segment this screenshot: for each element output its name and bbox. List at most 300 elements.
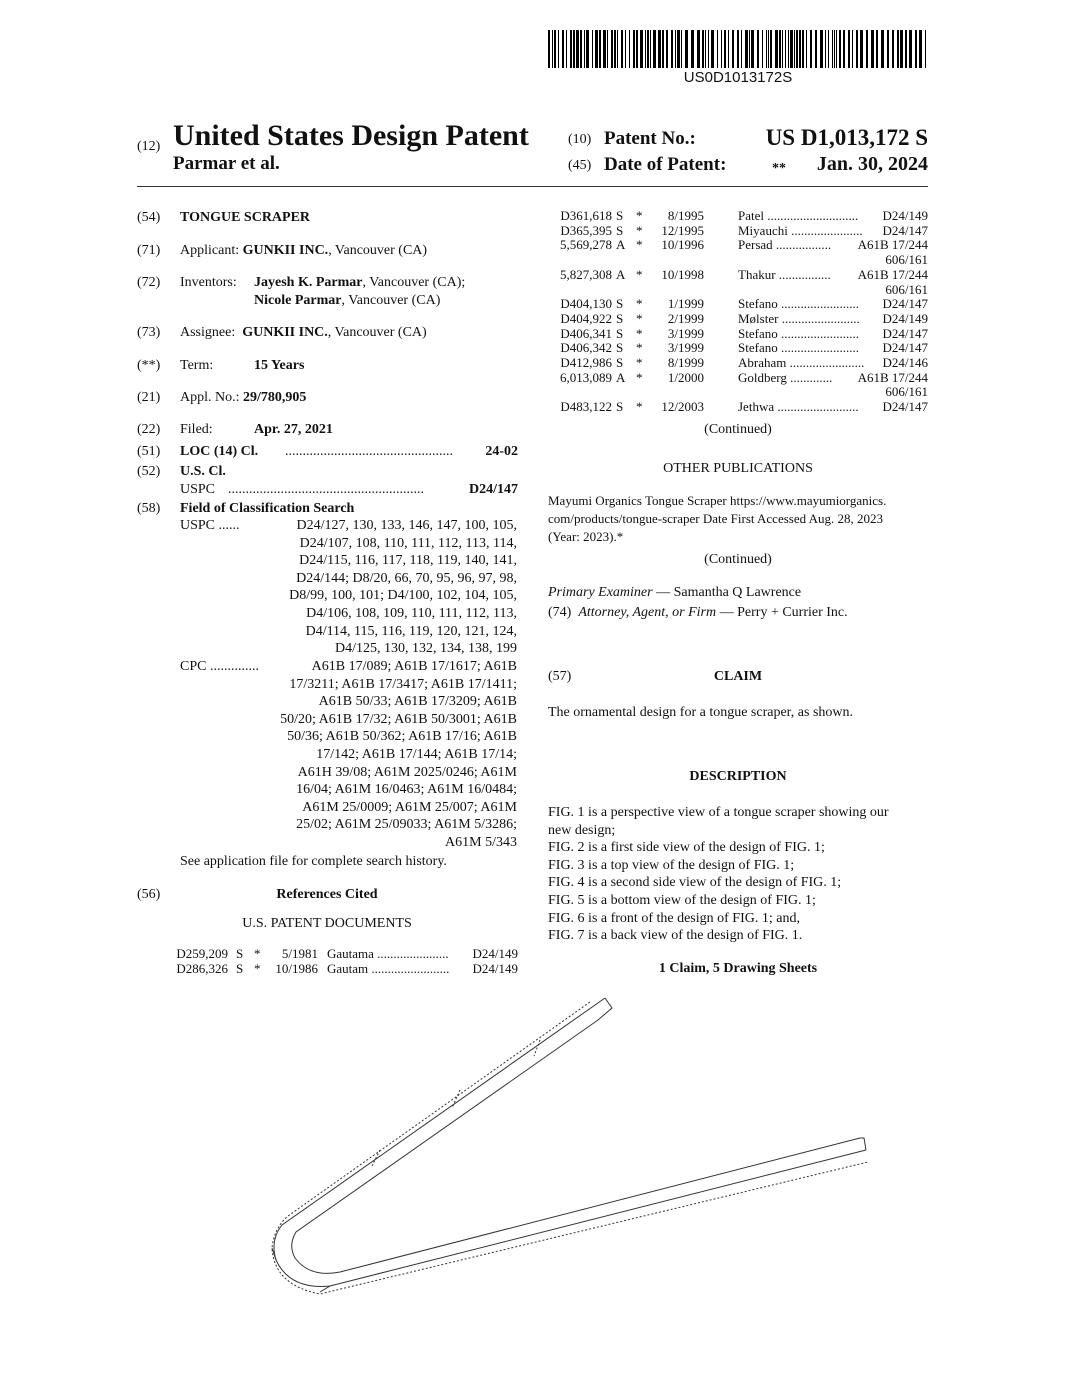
ref-n: Goldberg ............. [738,369,833,385]
barcode-bar [852,30,853,68]
barcode-bar [839,30,841,68]
ref-d: 2/1999 [667,310,704,326]
barcode-bar [636,30,638,68]
ref-n: Stefano ........................ [738,296,859,312]
ref-n: Gautama ...................... [327,946,449,961]
barcode-bar [603,30,606,68]
code-52: (52) [137,464,161,479]
ref-s: * [636,237,643,253]
barcode-bar [905,30,907,68]
ref-d: 10/1998 [661,266,704,282]
barcode-bar [675,30,676,68]
ref-k: S [616,325,624,341]
barcode-bar [586,30,589,68]
ref-s: * [636,266,643,282]
ref-no: D483,122 [560,399,612,415]
barcode-bar [614,30,616,68]
ref-s: * [636,325,643,341]
ref-c: A61B 17/244 [857,369,928,385]
us-cl-label: U.S. Cl. [180,464,226,479]
code-45: (45) [568,158,592,173]
cpc-line: 17/3211; A61B 17/3417; A61B 17/1411; [289,676,517,692]
ref-n: Patel ............................ [738,208,859,223]
applicant-label: Applicant: [180,243,240,258]
code-10: (10) [568,132,592,147]
description-line: FIG. 2 is a first side view of the design of FIG. 1; [548,840,825,856]
barcode-bar [737,30,739,68]
ref-no: D286,326 [176,961,228,976]
ref-d: 12/2003 [661,399,704,415]
reference-row [170,947,518,961]
ref-s: * [636,222,643,238]
ref-class-2: 606/161 [885,384,928,400]
barcode-bar [552,30,553,68]
barcode-bar [611,30,613,68]
reference-row-continued [548,253,928,267]
reference-row [548,268,928,282]
uspc-line: D8/99, 100, 101; D4/100, 102, 104, 105, [289,588,517,604]
ref-k: S [616,296,624,312]
ref-d: 3/1999 [667,340,704,356]
code-54: (54) [137,210,161,225]
barcode-bar [685,30,688,68]
ref-k: S [616,310,624,326]
barcode-bar [766,30,767,68]
barcode-bar [900,30,903,68]
ref-k: S [616,399,624,415]
barcode-bar [732,30,734,68]
ref-no: D404,922 [560,310,612,326]
barcode-bar [681,30,682,68]
reference-row [548,312,928,326]
barcode-bar [775,30,778,68]
barcode-bar [607,30,608,68]
barcode-bar [658,30,661,68]
barcode-bar [705,30,706,68]
primary-examiner [548,584,801,601]
description-line: new design; [548,822,616,838]
cpc-line: A61B 50/33; A61B 17/3209; A61B [318,694,517,710]
barcode-bar [836,30,837,68]
barcode-bar [633,30,635,68]
date-label: Date of Patent: [604,154,727,175]
barcode-bar [647,30,649,68]
uspc-line: D4/114, 115, 116, 119, 120, 121, 124, [305,623,517,639]
barcode-bar [799,30,801,68]
description-line: FIG. 4 is a second side view of the design of FIG. 1; [548,875,842,891]
uspc-line: D24/115, 116, 117, 118, 119, 140, 141, [299,553,517,569]
ref-no: 5,827,308 [560,266,612,282]
cpc-line: 17/142; A61B 17/144; A61B 17/14; [316,747,517,762]
barcode-bar [925,30,926,68]
reference-row [548,209,928,223]
ref-d: 8/1995 [667,208,704,223]
barcode-bar [691,30,694,68]
barcode-bar [599,30,601,68]
cpc-line: 25/02; A61M 25/09033; A61M 5/3286; [296,817,517,833]
inventors-label: Inventors: [180,275,237,290]
ref-s: * [254,946,261,961]
barcode-bar [662,30,664,68]
inventor-1-location: , Vancouver (CA); [362,275,466,290]
reference-row [548,224,928,238]
barcode-bar [702,30,704,68]
examiner-name: — Samantha Q Lawrence [652,585,802,600]
ref-k: A [616,237,626,253]
other-publications-title: OTHER PUBLICATIONS [663,461,813,476]
cpc-line: 50/20; A61B 17/32; A61B 50/3001; A61B [280,711,517,727]
search-uspc-label: USPC ...... [180,518,240,533]
ref-k: S [616,340,624,356]
uspc-line: D4/106, 108, 109, 110, 111, 112, 113, [306,606,517,621]
ref-k: A [616,369,626,385]
patent-date: Jan. 30, 2024 [816,153,928,175]
barcode-bar [580,30,582,68]
ref-no: D412,986 [560,355,612,370]
term-value: 15 Years [254,358,305,373]
uspc-dots: ........................................................ [228,482,424,497]
barcode-bar [871,30,874,68]
code-22: (22) [137,422,161,437]
code-72: (72) [137,275,161,290]
barcode-bar [834,30,835,68]
barcode-bar [848,30,850,68]
ref-n: Miyauchi ...................... [738,222,863,238]
cpc-line: A61H 39/08; A61M 2025/0246; A61M [297,764,517,780]
publication-line: (Year: 2023).* [548,529,624,544]
applicant-location: , Vancouver (CA) [328,243,428,258]
inventor-2-location: , Vancouver (CA) [341,293,441,308]
reference-row [548,371,928,385]
tongue-scraper-drawing [260,990,880,1330]
claim-title: CLAIM [713,669,763,684]
ref-k: A [616,266,626,282]
loc-label: LOC (14) Cl. [180,444,259,459]
barcode-bar [919,30,922,68]
ref-k: S [616,355,624,370]
ref-d: 8/1999 [667,355,704,370]
field-search-label: Field of Classification Search [180,501,355,516]
barcode-bar [806,30,807,68]
ref-c: D24/149 [472,961,518,976]
header-divider [137,186,928,187]
assignee-field [180,324,427,341]
inventor-1-name: Jayesh K. Parmar [254,275,363,290]
barcode-bar [548,30,550,68]
loc-dots: ................................................ [285,444,453,459]
references-continued: (Continued) [704,422,772,437]
ref-c: D24/147 [882,222,928,238]
barcode-bar [757,30,759,68]
examiner-label: Primary Examiner [548,585,653,600]
code-57: (57) [548,669,572,684]
barcode-bar [887,30,889,68]
barcode-bar [566,30,567,68]
barcode-bar [697,30,700,68]
ref-class-2: 606/161 [885,281,928,297]
cpc-line: A61B 17/089; A61B 17/1617; A61B [311,659,517,674]
barcode-bar [749,30,750,68]
title-field: TONGUE SCRAPER [180,210,311,225]
description-line: FIG. 6 is a front of the design of FIG. 1; and, [548,910,800,926]
references-cited-title: References Cited [276,887,378,902]
ref-n: Jethwa ......................... [738,399,859,415]
ref-k: S [616,208,624,223]
filed-value: Apr. 27, 2021 [254,422,333,437]
ref-c: D24/149 [882,208,928,223]
barcode-bar [576,30,579,68]
barcode-bar [825,30,826,68]
ref-no: D406,342 [560,340,612,356]
search-note: See application file for complete search history. [180,854,447,869]
barcode-bar [592,30,593,68]
loc-value: 24-02 [485,444,518,459]
ref-c: D24/147 [882,340,928,356]
ref-s: * [636,296,643,312]
inventor-short: Parmar et al. [173,153,280,174]
ref-d: 10/1986 [275,961,318,976]
cpc-line: A61M 5/343 [445,835,517,850]
inventor-2-name: Nicole Parmar [254,293,342,308]
ref-d: 1/1999 [667,296,704,312]
term-mark: ** [772,161,786,176]
ref-n: Gautam ........................ [327,961,450,976]
barcode-bar [796,30,798,68]
ref-n: Abraham ....................... [738,355,865,370]
ref-d: 5/1981 [281,946,318,961]
ref-n: Mølster ........................ [738,310,860,326]
description-line: FIG. 5 is a bottom view of the design of FIG. 1; [548,893,816,908]
term-label: Term: [180,358,214,373]
reference-row [548,297,928,311]
description-line: FIG. 1 is a perspective view of a tongue scraper showing our [548,805,889,820]
ref-d: 10/1996 [661,237,704,253]
ref-k: S [236,946,244,961]
reference-row [548,341,928,355]
barcode-bar [770,30,772,68]
attorney-name: — Perry + Currier Inc. [716,605,848,620]
barcode-bar [909,30,912,68]
code-term: (**) [137,358,161,373]
document-title: United States Design Patent [173,119,529,152]
filed-label: Filed: [180,422,213,437]
barcode-bar [595,30,598,68]
barcode-bar [640,30,643,68]
reference-row [548,400,928,414]
uspc-value: D24/147 [469,482,518,497]
barcode-bar [779,30,781,68]
barcode-bar [708,30,709,68]
barcode-bar [645,30,646,68]
barcode [548,30,930,68]
ref-class-2: 606/161 [885,252,928,268]
barcode-bar [728,30,729,68]
barcode-bar [584,30,585,68]
ref-d: 12/1995 [661,222,704,238]
applicant-field [180,242,427,259]
publications-continued: (Continued) [704,552,772,567]
description-line: FIG. 7 is a back view of the design of FIG. 1. [548,928,803,944]
uspc-line: D24/144; D8/20, 66, 70, 95, 96, 97, 98, [296,570,517,586]
ref-c: A61B 17/244 [857,237,928,253]
appl-no-value: 29/780,905 [243,390,307,405]
barcode-bar [721,30,722,68]
inventor-1 [254,274,465,291]
ref-s: * [636,340,643,356]
barcode-bar [762,30,763,68]
code-21: (21) [137,390,161,405]
reference-row [170,962,518,976]
code-12: (12) [137,139,161,154]
ref-no: D259,209 [176,946,228,961]
cpc-line: A61M 25/0009; A61M 25/007; A61M [302,799,517,815]
barcode-bar [621,30,623,68]
ref-k: S [236,961,244,976]
ref-no: 5,569,278 [560,237,612,253]
uspc-label: USPC [180,482,216,497]
barcode-bar [782,30,783,68]
publication-line: Mayumi Organics Tongue Scraper https://www.mayumiorganics. [548,493,887,508]
code-71: (71) [137,243,161,258]
barcode-bar [892,30,894,68]
appl-no-label: Appl. No.: [180,390,240,405]
assignee-name: GUNKII INC. [242,325,328,340]
ref-no: D404,130 [560,296,612,312]
barcode-bar [860,30,863,68]
barcode-bar [711,30,714,68]
barcode-bar [866,30,868,68]
barcode-bar [570,30,572,68]
assignee-label: Assignee: [180,325,236,340]
ref-c: D24/147 [882,399,928,415]
barcode-bar [650,30,651,68]
barcode-bar [741,30,742,68]
ref-s: * [636,399,643,415]
barcode-bar [558,30,559,68]
search-cpc-label: CPC .............. [180,659,259,674]
ref-no: 6,013,089 [560,369,612,385]
reference-row-continued [548,385,928,399]
code-51: (51) [137,444,161,459]
uspc-line: D24/107, 108, 110, 111, 112, 113, 114, [299,535,517,551]
ref-k: S [616,222,624,238]
publication-line: com/products/tongue-scraper Date First Accessed Aug. 28, 2023 [548,511,884,526]
reference-row [548,238,928,252]
attorney-label: Attorney, Agent, or Firm [578,605,717,620]
ref-s: * [636,208,643,223]
barcode-bar [573,30,575,68]
barcode-bar [794,30,795,68]
ref-n: Stefano ........................ [738,340,859,356]
reference-row [548,327,928,341]
appl-no-field [180,389,306,406]
patent-no-label: Patent No.: [604,128,696,149]
barcode-bar [653,30,656,68]
claims-sheets: 1 Claim, 5 Drawing Sheets [658,961,818,976]
description-title: DESCRIPTION [689,769,787,784]
barcode-bar [666,30,668,68]
code-74: (74) [548,605,572,620]
ref-d: 3/1999 [667,325,704,341]
barcode-bar [677,30,680,68]
ref-d: 1/2000 [667,369,704,385]
ref-c: D24/147 [882,325,928,341]
ref-s: * [636,355,643,370]
ref-no: D406,341 [560,325,612,341]
barcode-bar [790,30,793,68]
barcode-bar [629,30,630,68]
description-line: FIG. 3 is a top view of the design of FIG. 1; [548,857,795,873]
ref-no: D361,618 [560,208,612,223]
ref-c: A61B 17/244 [857,266,928,282]
inventor-2 [254,292,440,309]
ref-c: D24/149 [882,310,928,326]
barcode-bar [788,30,789,68]
reference-row-continued [548,283,928,297]
barcode-bar [671,30,673,68]
barcode-bar [802,30,804,68]
uspc-line: D24/127, 130, 133, 146, 147, 100, 105, [296,518,517,533]
assignee-location: , Vancouver (CA) [327,325,427,340]
uspc-line: D4/125, 130, 132, 134, 138, 199 [335,641,517,657]
ref-n: Thakur ................ [738,266,831,282]
attorney [548,604,848,621]
barcode-bar [881,30,884,68]
barcode-bar [745,30,748,68]
barcode-bar [815,30,817,68]
barcode-bar [843,30,845,68]
claim-text: The ornamental design for a tongue scraper, as shown. [548,705,854,720]
code-56: (56) [137,887,161,902]
ref-no: D365,395 [560,222,612,238]
barcode-bar [915,30,917,68]
ref-s: * [636,310,643,326]
ref-n: Persad ................. [738,237,832,253]
reference-row [548,356,928,370]
ref-c: D24/147 [882,296,928,312]
cpc-line: 16/04; A61M 16/0463; A61M 16/0484; [296,782,517,798]
ref-n: Stefano ........................ [738,325,859,341]
barcode-bar [625,30,626,68]
patent-number: US D1,013,172 S [765,125,928,150]
barcode-text: US0D1013172S [683,69,793,86]
code-73: (73) [137,325,161,340]
ref-c: D24/149 [472,946,518,961]
barcode-bar [810,30,812,68]
barcode-bar [717,30,718,68]
cpc-line: 50/36; A61B 50/362; A61B 17/16; A61B [287,729,517,745]
barcode-bar [820,30,823,68]
barcode-bar [617,30,618,68]
barcode-bar [768,30,769,68]
barcode-bar [554,30,556,68]
code-58: (58) [137,501,161,516]
barcode-bar [562,30,564,68]
us-patent-docs-title: U.S. PATENT DOCUMENTS [242,916,412,931]
ref-s: * [636,369,643,385]
barcode-bar [828,30,829,68]
barcode-bar [724,30,726,68]
barcode-bar [751,30,754,68]
barcode-bar [785,30,786,68]
ref-s: * [254,961,261,976]
applicant-name: GUNKII INC. [242,243,329,258]
barcode-bar [856,30,858,68]
barcode-bar [876,30,878,68]
ref-c: D24/146 [882,355,928,370]
barcode-bar [897,30,899,68]
barcode-bar [832,30,833,68]
